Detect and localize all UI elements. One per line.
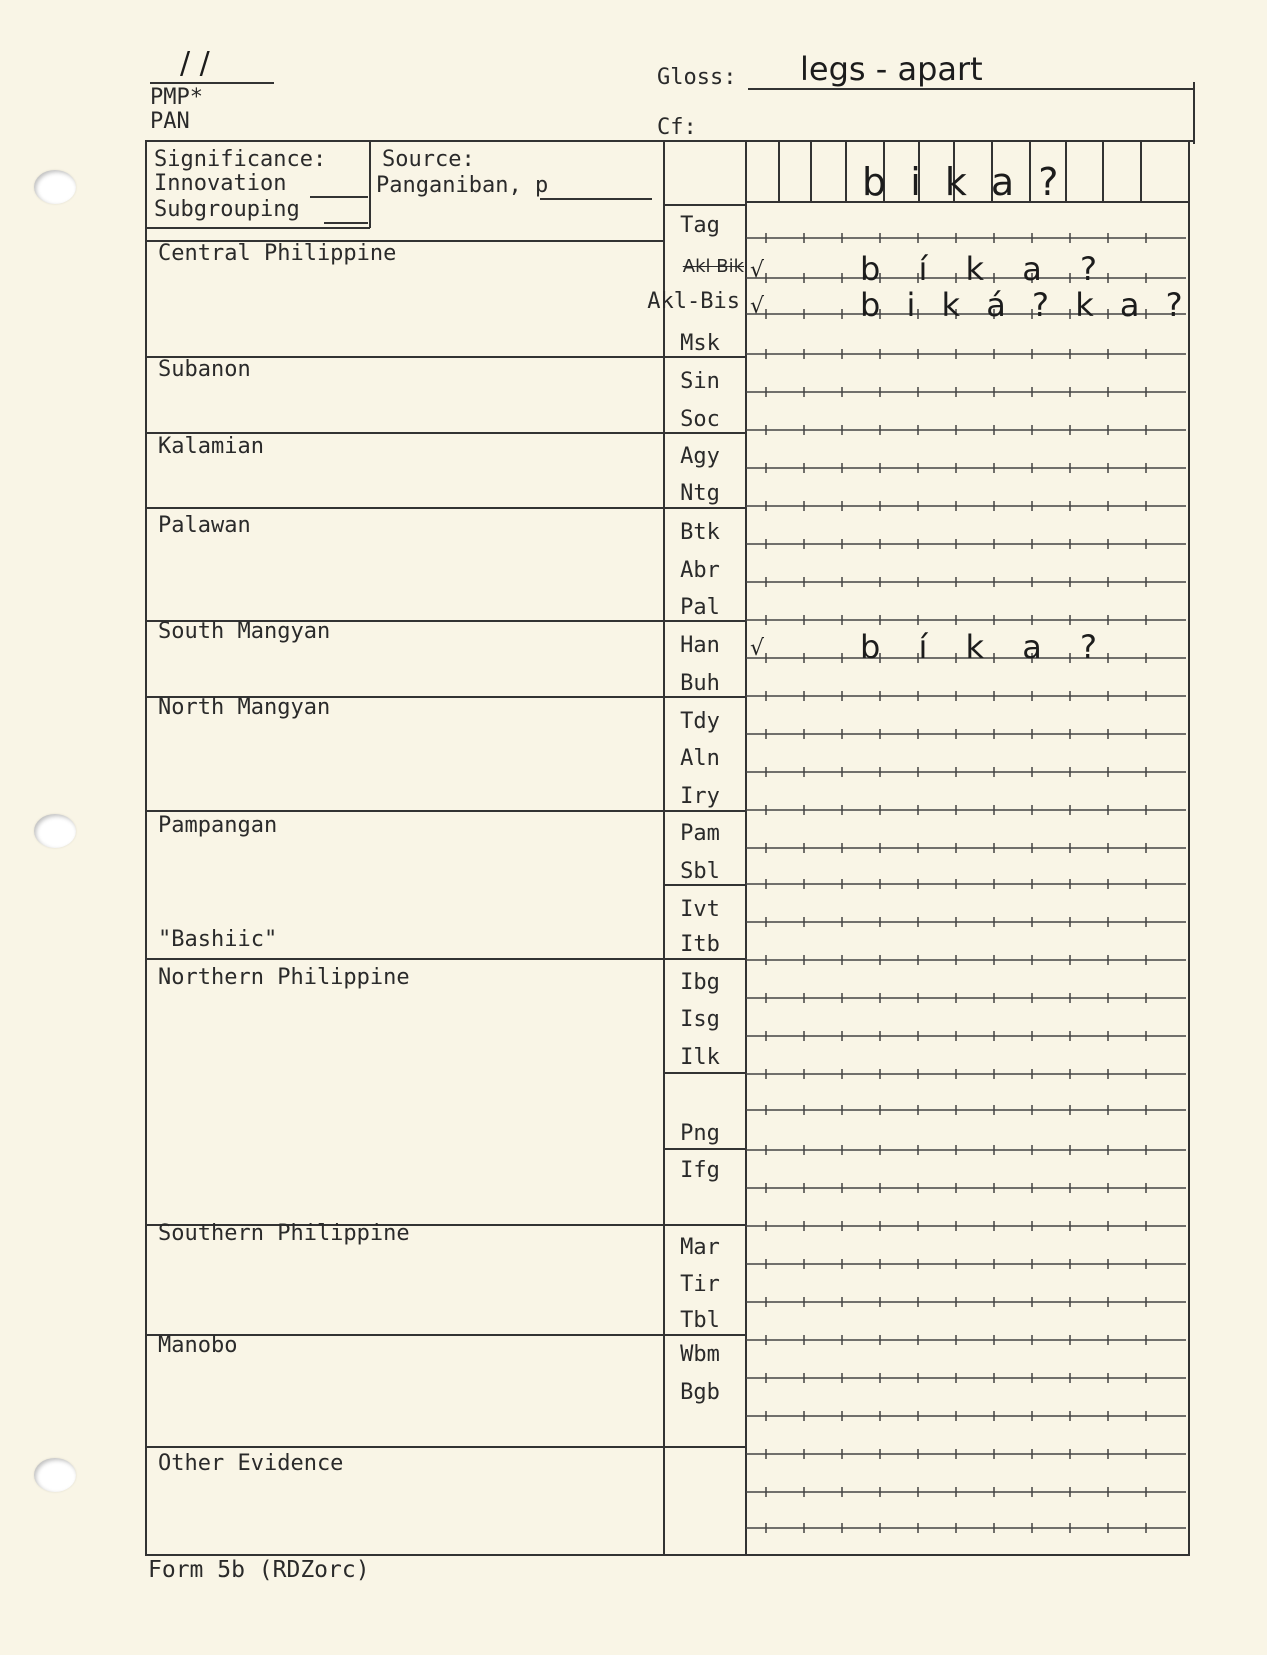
- lang-han: Han: [680, 633, 720, 658]
- group-palawan: Palawan: [158, 513, 251, 538]
- group-bashiic: "Bashiic": [158, 927, 278, 952]
- source-underline: [540, 198, 652, 200]
- lang-ibg: Ibg: [680, 970, 720, 995]
- group-subanon: Subanon: [158, 357, 251, 382]
- han-check: √: [750, 636, 765, 661]
- innovation-label: Innovation: [154, 171, 287, 196]
- group-north-mangyan: North Mangyan: [158, 695, 331, 720]
- source-label: Source:: [382, 147, 475, 172]
- lang-buh: Buh: [680, 671, 720, 696]
- lang-pam: Pam: [680, 821, 720, 846]
- group-northern-philippine: Northern Philippine: [158, 965, 410, 990]
- lang-col-header-bottom: [664, 204, 746, 206]
- sep-pampangan: [146, 810, 746, 812]
- lang-ivt: Ivt: [680, 897, 720, 922]
- lang-sin: Sin: [680, 369, 720, 394]
- reconstruction-form: b i k a ?: [862, 160, 1065, 204]
- group-south-mangyan: South Mangyan: [158, 619, 331, 644]
- frame-bottom: [145, 1554, 1190, 1556]
- akl-check: √: [750, 258, 765, 283]
- akl-bis-check: √: [750, 294, 765, 319]
- lang-soc: Soc: [680, 407, 720, 432]
- source-value: Panganiban, p: [376, 173, 549, 198]
- subgrouping-underline: [324, 222, 368, 224]
- lang-ilk: Ilk: [680, 1045, 720, 1070]
- lang-akl-bik-code: Akl Bik: [682, 256, 744, 277]
- punch-hole-top: [34, 170, 76, 204]
- pmp-label: PMP*: [150, 85, 203, 110]
- lang-tag: Tag: [680, 213, 720, 238]
- sep-palawan: [146, 507, 746, 509]
- lang-akl-bik: [640, 254, 744, 279]
- group-central-philippine: Central Philippine: [158, 241, 397, 266]
- subgrouping-label: Subgrouping: [154, 197, 300, 222]
- innovation-underline: [310, 196, 368, 198]
- lang-btk: Btk: [680, 520, 720, 545]
- gloss-value: legs - apart: [800, 50, 983, 88]
- entry-lines: [746, 230, 1188, 1550]
- lang-png: Png: [680, 1121, 720, 1146]
- sep-ilk-lang: [664, 1072, 746, 1074]
- lang-wbm: Wbm: [680, 1342, 720, 1367]
- lang-mar: Mar: [680, 1235, 720, 1260]
- lang-sbl: Sbl: [680, 859, 720, 884]
- punch-hole-middle: [34, 814, 76, 848]
- header-marks: / /: [180, 46, 210, 81]
- lang-iry: Iry: [680, 784, 720, 809]
- punch-hole-bottom: [34, 1458, 76, 1492]
- sep-northern-phil: [146, 958, 746, 960]
- gloss-label: Gloss:: [657, 65, 737, 90]
- frame-right: [1188, 140, 1190, 1556]
- lang-tdy: Tdy: [680, 709, 720, 734]
- sep-other-evidence: [146, 1446, 746, 1448]
- sep-bashiic-lang: [664, 884, 746, 886]
- lang-akl-bis: Akl-Bis: [647, 289, 740, 314]
- group-southern-philippine: Southern Philippine: [158, 1221, 410, 1246]
- sep-png-lang: [664, 1148, 746, 1150]
- lang-tir: Tir: [680, 1272, 720, 1297]
- lang-abr: Abr: [680, 558, 720, 583]
- lang-tbl: Tbl: [680, 1308, 720, 1333]
- lang-pal: Pal: [680, 595, 720, 620]
- info-box-sub-bottom: [146, 227, 370, 229]
- lang-itb: Itb: [680, 932, 720, 957]
- form-footer: Form 5b (RDZorc): [148, 1557, 370, 1583]
- akl-bis-form: b i k á ? k a ?: [860, 286, 1191, 324]
- pan-label: PAN: [150, 109, 190, 134]
- gloss-underline: [748, 88, 1194, 90]
- info-box-divider: [369, 140, 371, 228]
- frame-left: [145, 140, 147, 1554]
- header-marks-underline: [150, 82, 274, 84]
- group-kalamian: Kalamian: [158, 434, 264, 459]
- group-pampangan: Pampangan: [158, 813, 278, 838]
- lang-bgb: Bgb: [680, 1380, 720, 1405]
- significance-label: Significance:: [154, 147, 327, 172]
- frame-top-right: [1193, 82, 1195, 144]
- group-manobo: Manobo: [158, 1333, 238, 1358]
- lang-ntg: Ntg: [680, 481, 720, 506]
- akl-form: b í k a ?: [860, 250, 1112, 288]
- lang-aln: Aln: [680, 746, 720, 771]
- lang-agy: Agy: [680, 444, 720, 469]
- group-other-evidence: Other Evidence: [158, 1451, 344, 1476]
- lang-isg: Isg: [680, 1007, 720, 1032]
- lang-msk: Msk: [680, 331, 720, 356]
- lang-ifg: Ifg: [680, 1158, 720, 1183]
- cf-label: Cf:: [657, 115, 697, 140]
- han-form: b í k a ?: [860, 628, 1112, 666]
